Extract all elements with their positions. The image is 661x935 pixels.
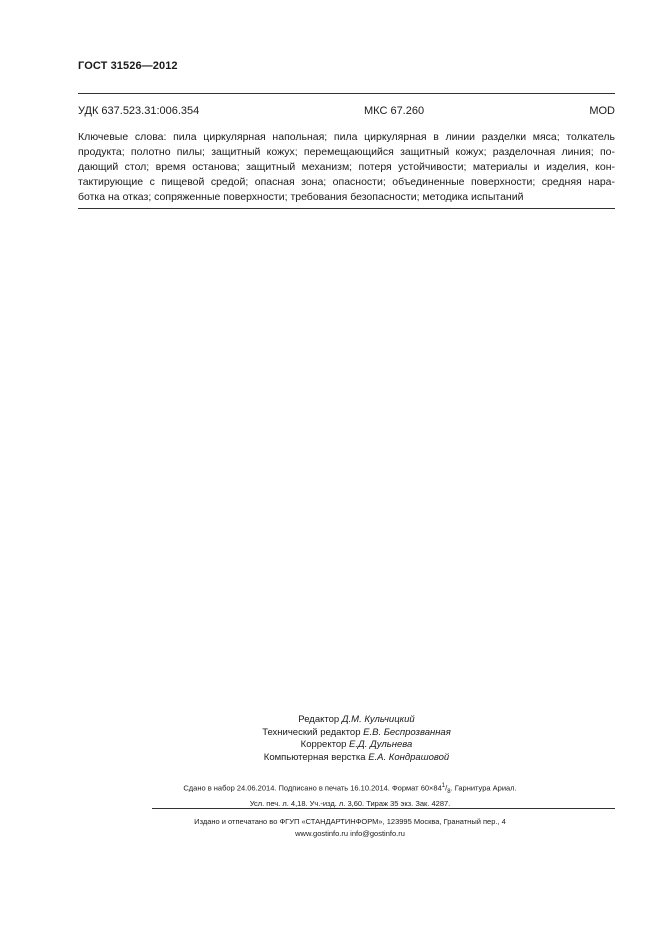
- mks-code: МКС 67.260: [364, 105, 425, 117]
- credit-layout: [180, 752, 533, 765]
- print-info: [140, 780, 560, 810]
- credits-block: [180, 714, 533, 764]
- credit-tech-editor: [180, 727, 533, 740]
- publisher-address: Издано и отпечатано во ФГУП «СТАНДАРТИНФОРМ», 123995 Москва, Гранатный пер., 4: [194, 817, 506, 826]
- top-divider: [78, 93, 615, 94]
- keywords-paragraph: [78, 130, 615, 205]
- credit-role: Редактор: [298, 714, 340, 725]
- credit-person: Д.М. Кульчицкий: [341, 714, 415, 725]
- credit-role: Компьютерная верстка: [263, 751, 366, 763]
- keywords-line: тактирующие с пищевой средой; опасная зона; опасности; объединенные поверхности; средняя нара-: [78, 176, 615, 188]
- credit-role: Корректор: [300, 739, 347, 750]
- modification-mark: MOD: [589, 105, 615, 117]
- standard-designation: ГОСТ 31526—2012: [78, 60, 178, 72]
- keywords-divider: [78, 208, 615, 209]
- keywords-line: дающий стол; время останова; защитный механизм; потеря устойчивости; материалы и изделия, кон-: [78, 161, 615, 173]
- print-info-line: Сдано в набор 24.06.2014. Подписано в печать 16.10.2014. Формат $60\times 84^1/_8$. Гарнитура Ариал.: [183, 783, 517, 795]
- keywords-line: ботка на отказ; сопряженные поверхности; требования безопасности; методика испытаний: [78, 191, 524, 203]
- publisher-web: www.gostinfo.ru info@gostinfo.ru: [295, 829, 405, 838]
- credit-proofreader: [180, 739, 533, 752]
- print-info-line: Усл. печ. л. 4,18. Уч.-изд. л. 3,60. Тираж 35 экз. Зак. 4287.: [249, 799, 451, 808]
- udk-code: УДК 637.523.31:006.354: [78, 105, 200, 117]
- credit-editor: [180, 714, 533, 727]
- credit-person: Е.В. Беспрозванная: [363, 726, 451, 738]
- keywords-line: продукта; полотно пилы; защитный кожух; перемещающийся защитный кожух; разделочная линия; по-: [78, 146, 615, 158]
- keywords-line: Ключевые слова: пила циркулярная напольная; пила циркулярная в линии разделки мяса; толкатель: [78, 131, 615, 143]
- credit-role: Технический редактор: [262, 726, 361, 738]
- credit-person: Е.А. Кондрашовой: [368, 751, 450, 763]
- publisher-divider: [152, 808, 615, 809]
- format-fraction-num: 1: [441, 783, 446, 789]
- format-fraction-den: 8: [447, 789, 451, 795]
- publisher-info: [140, 816, 560, 840]
- credit-person: Е.Д. Дульнева: [349, 739, 413, 750]
